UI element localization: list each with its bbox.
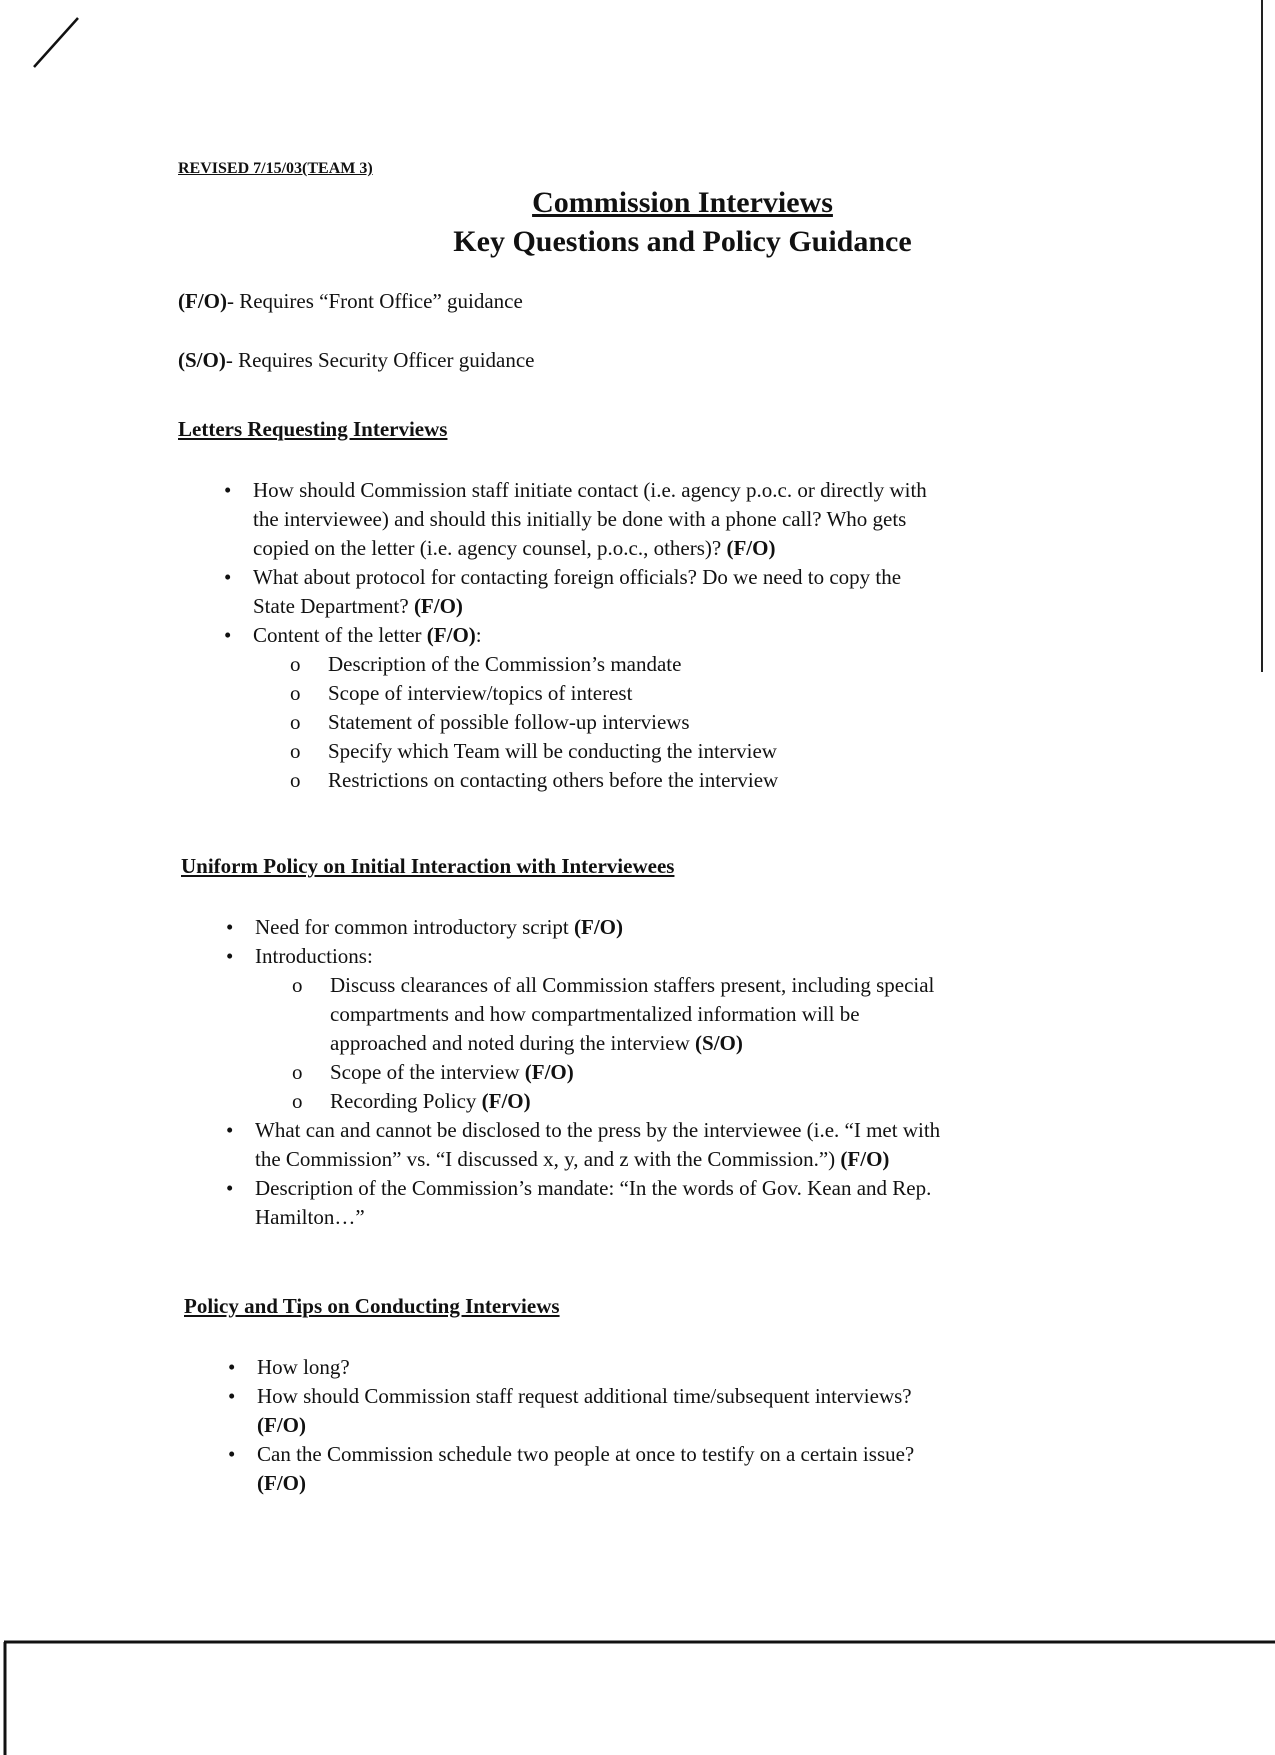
item-line <box>255 1145 940 1174</box>
legend-security-officer <box>178 348 535 373</box>
item-line <box>255 942 940 971</box>
guidance-tag: (F/O) <box>481 1089 531 1113</box>
item-line <box>255 1116 940 1145</box>
item-line <box>253 563 927 592</box>
bullet-icon: • <box>224 478 232 502</box>
bullet-item <box>224 621 927 650</box>
bullet-item <box>226 1174 940 1232</box>
bullet-item <box>226 1116 940 1174</box>
bullet-item <box>226 942 940 971</box>
bullet-item <box>224 476 927 563</box>
sub-item <box>226 1058 940 1087</box>
section-list <box>224 476 927 795</box>
section-heading-uniform-policy: Uniform Policy on Initial Interaction with Interviewees <box>181 854 675 878</box>
item-line <box>253 476 927 505</box>
bullet-item <box>228 1353 914 1382</box>
bullet-item <box>228 1382 914 1440</box>
item-line <box>257 1411 914 1440</box>
section-heading-conducting-interviews: Policy and Tips on Conducting Interviews <box>184 1294 560 1318</box>
item-text: the Commission” vs. “I discussed x, y, and z with the Commission.”) <box>255 1147 841 1171</box>
document-subtitle: Key Questions and Policy Guidance <box>453 225 912 258</box>
bullet-icon: • <box>224 565 232 589</box>
item-text: How should Commission staff request additional time/subsequent interviews? <box>257 1384 912 1408</box>
sub-item <box>226 1087 940 1116</box>
item-text: compartments and how compartmentalized information will be <box>330 1002 860 1026</box>
item-line <box>253 592 927 621</box>
guidance-tag: (F/O) <box>840 1147 890 1171</box>
item-line <box>253 534 927 563</box>
hollow-bullet-icon: o <box>292 1060 303 1084</box>
item-text: Description of the Commission’s mandate: “In the words of Gov. Kean and Rep. <box>255 1176 932 1200</box>
item-line <box>330 1029 940 1058</box>
bullet-icon: • <box>226 1176 234 1200</box>
item-line <box>257 1469 914 1498</box>
sub-item <box>224 708 927 737</box>
legend-front-office <box>178 289 523 314</box>
guidance-tag: (F/O) <box>726 536 776 560</box>
hollow-bullet-icon: o <box>292 1089 303 1113</box>
sub-item <box>224 650 927 679</box>
guidance-tag: (F/O) <box>574 915 623 939</box>
guidance-tag: (F/O) <box>257 1471 306 1495</box>
guidance-tag: (S/O) <box>695 1031 743 1055</box>
title-text: Commission Interviews <box>532 186 833 219</box>
item-line <box>255 1203 940 1232</box>
bullet-icon: • <box>228 1384 236 1408</box>
bullet-icon: • <box>228 1355 236 1379</box>
item-text: Discuss clearances of all Commission staffers present, including special <box>330 973 935 997</box>
item-text: What can and cannot be disclosed to the press by the interviewee (i.e. “I met with <box>255 1118 941 1142</box>
section-list <box>228 1353 914 1498</box>
bullet-item <box>224 563 927 621</box>
item-line <box>328 766 927 795</box>
guidance-tag: (F/O) <box>257 1413 306 1437</box>
section-heading-letters: Letters Requesting Interviews <box>178 417 448 441</box>
item-line <box>255 1174 940 1203</box>
bullet-icon: • <box>226 944 234 968</box>
item-line <box>330 1000 940 1029</box>
item-text: approached and noted during the interview <box>330 1031 696 1055</box>
guidance-tag: (F/O) <box>413 594 463 618</box>
legend-code: (F/O) <box>178 289 227 313</box>
item-line <box>330 1058 940 1087</box>
item-text: What about protocol for contacting foreign officials? Do we need to copy the <box>253 565 902 589</box>
bullet-item <box>228 1440 914 1498</box>
item-text: Content of the letter <box>253 623 427 647</box>
item-text: Statement of possible follow-up interviews <box>328 710 690 734</box>
item-text: Introductions: <box>255 944 373 968</box>
legend-code: (S/O) <box>178 348 226 372</box>
hollow-bullet-icon: o <box>290 710 301 734</box>
item-line <box>257 1382 914 1411</box>
item-text: copied on the letter (i.e. agency counsel, p.o.c., others)? <box>253 536 727 560</box>
item-text: Recording Policy <box>330 1089 482 1113</box>
item-line <box>253 621 927 650</box>
item-line <box>257 1353 914 1382</box>
item-text: Need for common introductory script <box>255 915 574 939</box>
item-text: Can the Commission schedule two people at once to testify on a certain issue? <box>257 1442 915 1466</box>
hollow-bullet-icon: o <box>290 768 301 792</box>
legend-text: - Requires “Front Office” guidance <box>226 289 523 313</box>
document-title <box>0 186 1275 220</box>
bullet-icon: • <box>228 1442 236 1466</box>
bullet-icon: • <box>226 1118 234 1142</box>
item-line <box>330 971 940 1000</box>
item-text: Restrictions on contacting others before the interview <box>328 768 779 792</box>
bullet-icon: • <box>224 623 232 647</box>
hollow-bullet-icon: o <box>292 973 303 997</box>
item-text: Specify which Team will be conducting the interview <box>328 739 777 763</box>
item-line <box>257 1440 914 1469</box>
item-line <box>328 679 927 708</box>
hollow-bullet-icon: o <box>290 739 301 763</box>
section-list <box>226 913 940 1232</box>
item-line <box>253 505 927 534</box>
item-line <box>330 1087 940 1116</box>
item-text: How long? <box>257 1355 350 1379</box>
item-line <box>328 650 927 679</box>
item-text: Scope of interview/topics of interest <box>328 681 633 705</box>
item-line <box>255 913 940 942</box>
sub-item <box>224 766 927 795</box>
item-line <box>328 737 927 766</box>
sub-item <box>224 737 927 766</box>
item-text: the interviewee) and should this initially be done with a phone call? Who gets <box>253 507 907 531</box>
hollow-bullet-icon: o <box>290 681 301 705</box>
guidance-tag: (F/O) <box>426 623 476 647</box>
legend-text: - Requires Security Officer guidance <box>225 348 535 372</box>
item-suffix: : <box>475 623 482 647</box>
item-text: Scope of the interview <box>330 1060 525 1084</box>
bullet-item <box>226 913 940 942</box>
revision-note: REVISED 7/15/03(TEAM 3) <box>178 160 373 177</box>
item-text: Hamilton…” <box>255 1205 365 1229</box>
item-text: Description of the Commission’s mandate <box>328 652 682 676</box>
hollow-bullet-icon: o <box>290 652 301 676</box>
item-line <box>328 708 927 737</box>
pen-slash-mark <box>34 18 78 67</box>
sub-item <box>224 679 927 708</box>
sub-item <box>226 971 940 1058</box>
guidance-tag: (F/O) <box>524 1060 574 1084</box>
item-text: How should Commission staff initiate contact (i.e. agency p.o.c. or directly with <box>253 478 927 502</box>
item-text: State Department? <box>253 594 414 618</box>
bullet-icon: • <box>226 915 234 939</box>
